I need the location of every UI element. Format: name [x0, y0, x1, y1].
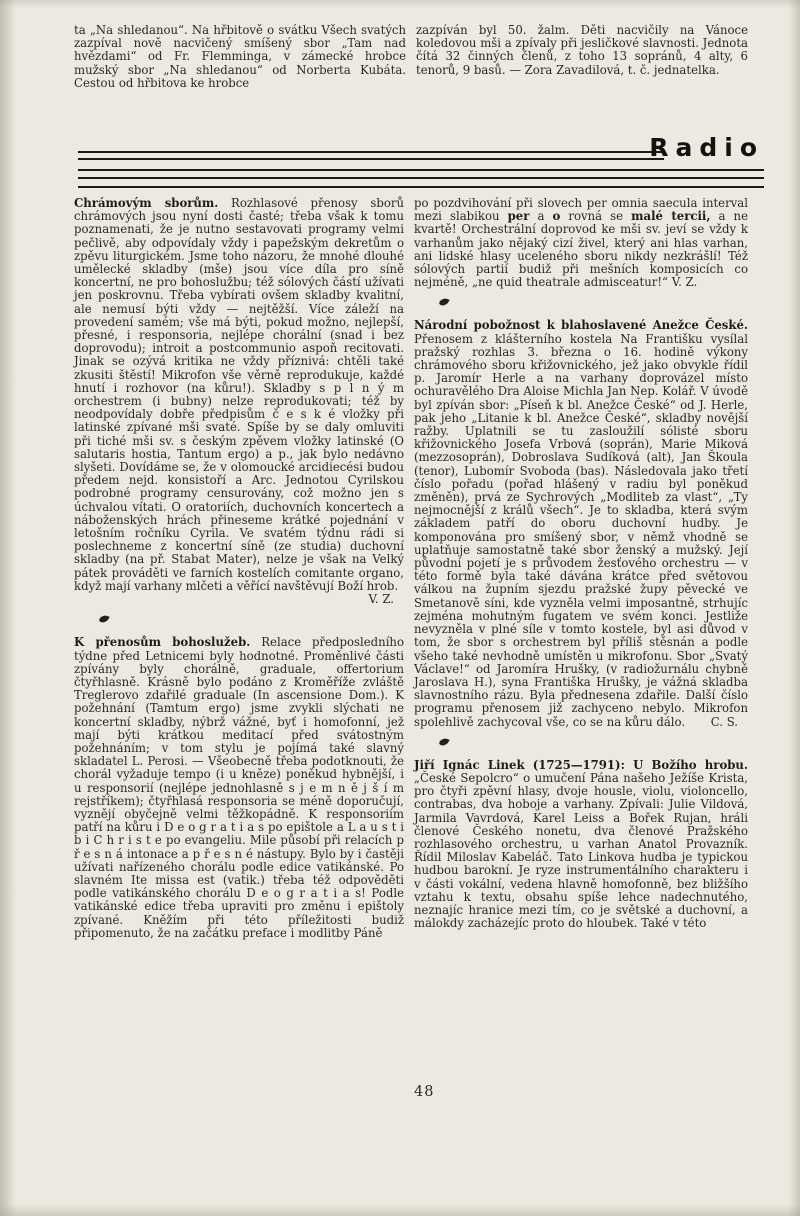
article-paragraph [414, 319, 748, 728]
header-rule-full [78, 186, 764, 188]
paragraph-text: a ne kvartě! Orchestrální doprovod ke mši sv. jeví se vždy k varhanům jako nějaký cizí živel, který ani hlas varhan, ani lidské hlasy uceleného sboru nikdy nezkrášlí! Též sólových partií budiž při mešních komposicích co nejméně, „ne quid theatrale admisceatur!“ V. Z. [414, 209, 748, 290]
author-initials: V. Z. [368, 592, 394, 607]
section-title: Radio [649, 133, 764, 162]
paragraph-lead: Národní pobožnost k blahoslavené Anežce České. [414, 318, 748, 333]
article-paragraph [74, 197, 404, 606]
paragraph-lead: K přenosům bohoslužeb. [74, 635, 251, 650]
leaf-ornament-icon [98, 614, 109, 624]
intro-columns [74, 24, 748, 90]
leaf-ornament-icon [438, 737, 449, 747]
paragraph-lead: Jiří Ignác Linek (1725—1791): U Božího hrobu. [414, 757, 748, 772]
article-paragraph [74, 636, 404, 940]
article-paragraph [414, 759, 748, 931]
paragraph-text: po pozdvihování při slovech per omnia saecula interval mezi slabikou [414, 196, 748, 224]
header-rule-full [78, 169, 764, 171]
paragraph-text: Rozhlasové přenosy sborů chrámových jsou nyní dosti časté; třeba však k tomu poznamenati, že je nutno sestavovati programy velmi pečlivě, aby odpovídaly vždy i papežským dekretům o zpěvu liturgickém. Jsme toho názoru, že mnohé dlouhé umělecké skladby (mše) jsou více díla pro síně koncertní, ne pro bohoslužbu; též sólových částí užívati jen poskrovnu. Třeba vybírati ovšem skladby kvalitní, ale nemusí býti vždy — nejtěžší. Více záleží na provedení samém; vše má býti, pokud možno, nejlepší, přesné, i responsoria, nejlépe chorální (snad i bez doprovodu); introit a postcommunio aspoň recitovati. Jinak se ozývá kritika ne vždy příznivá: chtěli také zkusiti štěstí! Mikrofon vše věrně reprodukuje, každé hnutí i rozhovor (na kůru!). Skladby s p l n ý m orchestrem (i bubny) nelze reprodukovati; též by neodpovídaly dobře předpisům č e s k é vložky při latinské zpívané mši svaté. Spíše by se daly omluviti při tiché mši sv. s českým zpěvem vložky latinské (O salutaris hostia, Tantum ergo) a p., jak bylo nedávno slyšeti. Dovídáme se, že v olomoucké arcidiecési budou předem nejd. konsistoří a Arc. Jednotou Cyrilskou podrobné programy censurovány, což možno jen s úchvalou vítati. O oratoriích, duchovních koncertech a náboženských hrách přineseme krátké pojednání v letošním ročníku Cyrila. Ve svatém týdnu rádi si poslechneme z koncertní síně (ze studia) duchovní skladby (na př. Stabat Mater), nelze je však na Velký pátek prováděti ve farních kostelích comitante organo, když mají varhany mlčeti a věřící navštěvují Boží hrob. [74, 196, 404, 593]
paragraph-text: Relace předposledního týdne před Letnicemi byly hodnotné. Proměnlivé části zpívány byly chorálně, graduale, offertorium čtyřhlasně. Krásně bylo podáno z Kroměříže zvláště Treglerovo zdařilé graduale (In ascensione Dom.). K požehnání (Tamtum ergo) jsme zvykli slýchati ne koncertní skladby, nýbrž vážné, byť i homofonní, jež mají býti krátkou meditací před svátostným požehnáním; v tom stylu je pojímá také slavný skladatel L. Perosi. — Všeobecně třeba podotknouti, že chorál vyžaduje tempo (i u kněze) poněkud hybnější, i u responsorií (nejlépe jednohlasně s j e m n ě j š í m rejstříkem); čtyřhlasá responsoria se méně doporučují, vyznějí obyčejně velmi těžkopádně. K responsoriím patří na kůru i D e o g r a t i a s po epištole a L a u s t i b i C h r i s t e po evangeliu. Mile působí při relacích p ř e s n á intonace a p ř e s n é nástupy. Bylo by i častěji užívati nařízeného chorálu podle edice vatikánské. Po slavném Ite missa est (vatik.) třeba též odpověděti podle vatikánského chorálu D e o g r a t i a s! Podle vatikánské edice třeba upraviti pro změnu i epištoly zpívané. Kněžím při této příležitosti budiž připomenuto, že na začátku preface i modlitby Páně [74, 635, 404, 940]
header-rule-short [78, 158, 664, 160]
leaf-ornament [440, 738, 748, 750]
paragraph-lead: o [552, 209, 561, 224]
leaf-ornament [100, 615, 404, 627]
article-columns [74, 197, 748, 940]
paragraph-text: „České Sepolcro“ o umučení Pána našeho Ježíše Krista, pro čtyři zpěvní hlasy, dvoje housle, violu, violoncello, contrabas, dva hoboje a varhany. Zpívali: Julie Vildová, Jarmila Vavrdová, Karel Leiss a Bořek Rujan, hráli členové Českého nonetu, dva členové Pražského rozhlasového orchestru, u varhan Anatol Provazník. Řídil Miloslav Kabeláč. Tato Linkova hudba je typickou hudbou barokní. Je ryze instrumentálního charakteru i v části vokální, vedena hlavně homofonně, bez bližšího vztahu k textu, obsahu spíše lehce nadechnutého, neznajíc hranice mezi tím, co je světské a duchovní, a málokdy zacházejíc proto do hloubek. Také v této [414, 770, 748, 931]
author-initials: C. S. [710, 714, 738, 729]
header-rule-short [78, 151, 664, 153]
intro-right-paragraph: zazpíván byl 50. žalm. Děti nacvičily na Vánoce koledovou mši a zpívaly při jesličkové slavnosti. Jednota čítá 32 činných členů, z toho 13 sopránů, 4 alty, 6 tenorů, 9 basů. — Zora Zavadilová, t. č. jednatelka. [416, 23, 748, 77]
leaf-ornament-icon [438, 298, 449, 308]
leaf-ornament [440, 298, 748, 310]
paragraph-text: rovná se [560, 209, 632, 224]
intro-left-paragraph: ta „Na shledanou“. Na hřbitově o svátku Všech svatých zazpíval nově nacvičený smíšený sbor „Tam nad hvězdami“ od Fr. Flemminga, v zámecké hrobce mužský sbor „Na shledanou“ od Norberta Kubáta. Cestou od hřbitova ke hrobce [74, 23, 406, 90]
paragraph-text: a [529, 209, 553, 224]
header-rule-full [78, 177, 764, 179]
paragraph-lead: malé tercii, [631, 209, 711, 224]
right-column [414, 197, 748, 940]
left-column [74, 197, 404, 940]
paragraph-text: Přenosem z klášterního kostela Na Františku vysílal pražský rozhlas 3. března o 16. hodině výkony chrámového sboru křižovnického, jež jako obvykle řídil p. Jaromír Herle a na varhany doprovázel místo ochuravělého Dra Aloise Michla Jan Nep. Kolář. V úvodě byl zpíván sbor: „Píseň k bl. Anežce České“ od J. Herle, pak jeho „Litanie k bl. Anežce České“, skladby novější ražby. Uplatnili se tu zasloužilí sólisté sboru křižovnického Josefa Vrbová (soprán), Marie Miková (mezzosoprán), Dobroslava Sudíková (alt), Jan Škoula (tenor), Lubomír Svoboda (bas). Následovala jako třetí číslo pořadu (pořad hlášený v radiu byl poněkud změněn), prvá ze Sychrových „Modliteb za vlast“, „Ty nejmocnější z králů všech“. Je to skladba, která svým základem patří do oboru duchovní hudby. Je komponována pro smíšený sbor, v němž vhodně se uplatňuje samostatně také sbor ženský a mužský. Její původní pojetí je s průvodem žesťového orchestru — v této formě byla také dávána krátce před světovou válkou na župním sjezdu pražské župy pěvecké ve Smetanově síni, kde vyzněla velmi imposantně, strhujíc zejména mohutným fugatem ve svém konci. Jestliže nevyzněla v plné síle v tomto kostele, byl asi důvod v tom, že sbor s orchestrem byl příliš stěsnán a podle všeho také nevhodně umístěn u mikrofonu. Sbor „Svatý Václave!“ od Jaromíra Hrušky, (v radiožurnálu chybně Jaroslava H.), syna Františka Hrušky, je vážná skladba slavnostního rázu. Byla přednesena zdařile. Další číslo programu přenosem již zachyceno nebylo. Mikrofon spolehlivě zachycoval vše, co se na kůru dálo. [414, 331, 748, 729]
paragraph-lead: per [507, 209, 530, 224]
paragraph-lead: Chrámovým sborům. [74, 196, 219, 210]
page-number: 48 [414, 1084, 435, 1100]
article-paragraph [414, 197, 748, 289]
section-header [78, 133, 764, 193]
